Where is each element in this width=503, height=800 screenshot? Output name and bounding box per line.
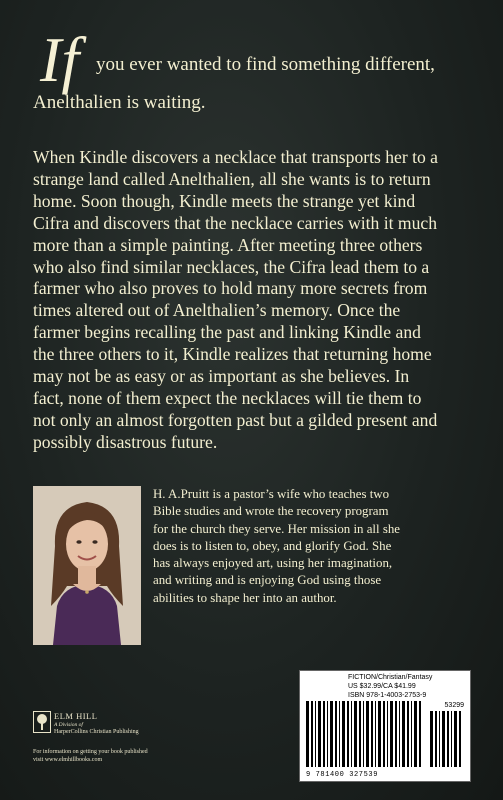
barcode-bar xyxy=(399,701,400,767)
blurb-line: who also find similar necklaces, the Cifra lead them to a xyxy=(33,256,430,277)
barcode-bar xyxy=(366,701,369,767)
barcode-bar xyxy=(430,711,433,767)
publisher-info-line: For information on getting your book published xyxy=(33,749,148,755)
book-category: FICTION/Christian/Fantasy xyxy=(348,674,433,681)
barcode-bar xyxy=(347,701,349,767)
blurb-line: home. Soon though, Kindle meets the strange yet kind xyxy=(33,190,416,211)
blurb-line: not only an almost forgotten past but a gilded present and xyxy=(33,409,438,430)
barcode-bar xyxy=(342,701,345,767)
bio-line: has always enjoyed art, using her imagination, xyxy=(153,556,393,571)
publisher-info-line: visit www.elmhillbooks.com xyxy=(33,757,103,763)
blurb-line: may not be as easy or as important as she believes. In xyxy=(33,366,410,387)
publisher-parent: HarperCollins Christian Publishing xyxy=(54,729,139,735)
barcode-bar xyxy=(447,711,449,767)
publisher-name: ELM HILL xyxy=(54,711,98,721)
barcode-bar xyxy=(454,711,457,767)
blurb-line: the three others to it, Kindle realizes that returning home xyxy=(33,344,432,365)
barcode-bars xyxy=(306,701,426,767)
bio-line: does is to listen to, obey, and glorify God. She xyxy=(153,538,392,553)
isbn-barcode-box xyxy=(299,670,471,782)
barcode-bar xyxy=(383,701,385,767)
barcode-bar xyxy=(359,701,361,767)
bio-line: H. A.Pruitt is a pastor’s wife who teaches two xyxy=(153,487,390,501)
blurb-line: farmer begins recalling the past and linking Kindle and xyxy=(33,322,421,343)
blurb-line: possibly disastrous future. xyxy=(33,431,218,452)
publisher-division: A Division of xyxy=(54,722,83,728)
barcode-bar xyxy=(390,701,393,767)
barcode-bar xyxy=(442,711,445,767)
barcode-bar xyxy=(311,701,313,767)
bio-line: for the church they serve. Her mission in all she xyxy=(153,521,400,536)
blurb-line: strange land called Anelthalien, all she wants is to return xyxy=(33,168,431,189)
barcode-bar xyxy=(315,701,316,767)
blurb-line: farmer who also proves to hold many more secrets from xyxy=(33,278,428,299)
blurb-line: Cifra and discovers that the necklace carries with it much xyxy=(33,212,438,233)
barcode-bar xyxy=(411,701,412,767)
barcode-bar xyxy=(375,701,376,767)
barcode-bar xyxy=(318,701,321,767)
barcode-bar xyxy=(387,701,388,767)
blurb-line: fact, none of them expect the necklaces will tie them to xyxy=(33,387,422,408)
barcode-bar xyxy=(351,701,352,767)
barcode-bar xyxy=(339,701,340,767)
barcode-bar xyxy=(363,701,364,767)
barcode-bar xyxy=(327,701,328,767)
barcode-bar xyxy=(371,701,373,767)
author-bio xyxy=(153,486,483,607)
barcode-bar xyxy=(407,701,409,767)
blurb-line: When Kindle discovers a necklace that transports her to a xyxy=(33,147,438,167)
blurb-line: times altered out of Anelthalien’s memory. Once the xyxy=(33,300,401,321)
book-prices: US $32.99/CA $41.99 xyxy=(348,683,416,690)
barcode-bar xyxy=(378,701,381,767)
bio-line: and writing and is enjoying God using those xyxy=(153,573,382,588)
book-blurb xyxy=(33,147,473,454)
barcode-bar xyxy=(323,701,325,767)
price-code: 53299 xyxy=(444,702,464,709)
bio-line: abilities to shape her into an author. xyxy=(153,590,337,605)
barcode-bar xyxy=(451,711,452,767)
bio-line: Bible studies and wrote the recovery program xyxy=(153,504,389,519)
publisher-info xyxy=(33,748,148,764)
barcode-number: 9 781400 327539 xyxy=(306,771,379,779)
barcode-bar xyxy=(306,701,309,767)
price-barcode-bars xyxy=(430,711,464,767)
barcode-bar xyxy=(395,701,397,767)
drop-cap: If xyxy=(40,24,80,95)
barcode-bar xyxy=(354,701,357,767)
elm-tree-logo-icon xyxy=(33,711,51,733)
barcode-bar xyxy=(435,711,437,767)
blurb-line: more than a simple painting. After meeting three others xyxy=(33,234,423,255)
book-isbn: ISBN 978-1-4003-2753-9 xyxy=(348,692,427,699)
barcode-bar xyxy=(402,701,405,767)
author-photo xyxy=(33,486,141,645)
barcode-bar xyxy=(439,711,440,767)
intro-line-2: Anelthalien is waiting. xyxy=(33,92,206,113)
barcode-bar xyxy=(414,701,417,767)
barcode-bar xyxy=(330,701,333,767)
barcode-bar xyxy=(335,701,337,767)
barcode-bar xyxy=(419,701,421,767)
author-portrait-illustration xyxy=(33,486,141,645)
barcode-info xyxy=(348,673,432,700)
intro-line-1: you ever wanted to find something different, xyxy=(96,54,435,75)
barcode-bar xyxy=(459,711,461,767)
